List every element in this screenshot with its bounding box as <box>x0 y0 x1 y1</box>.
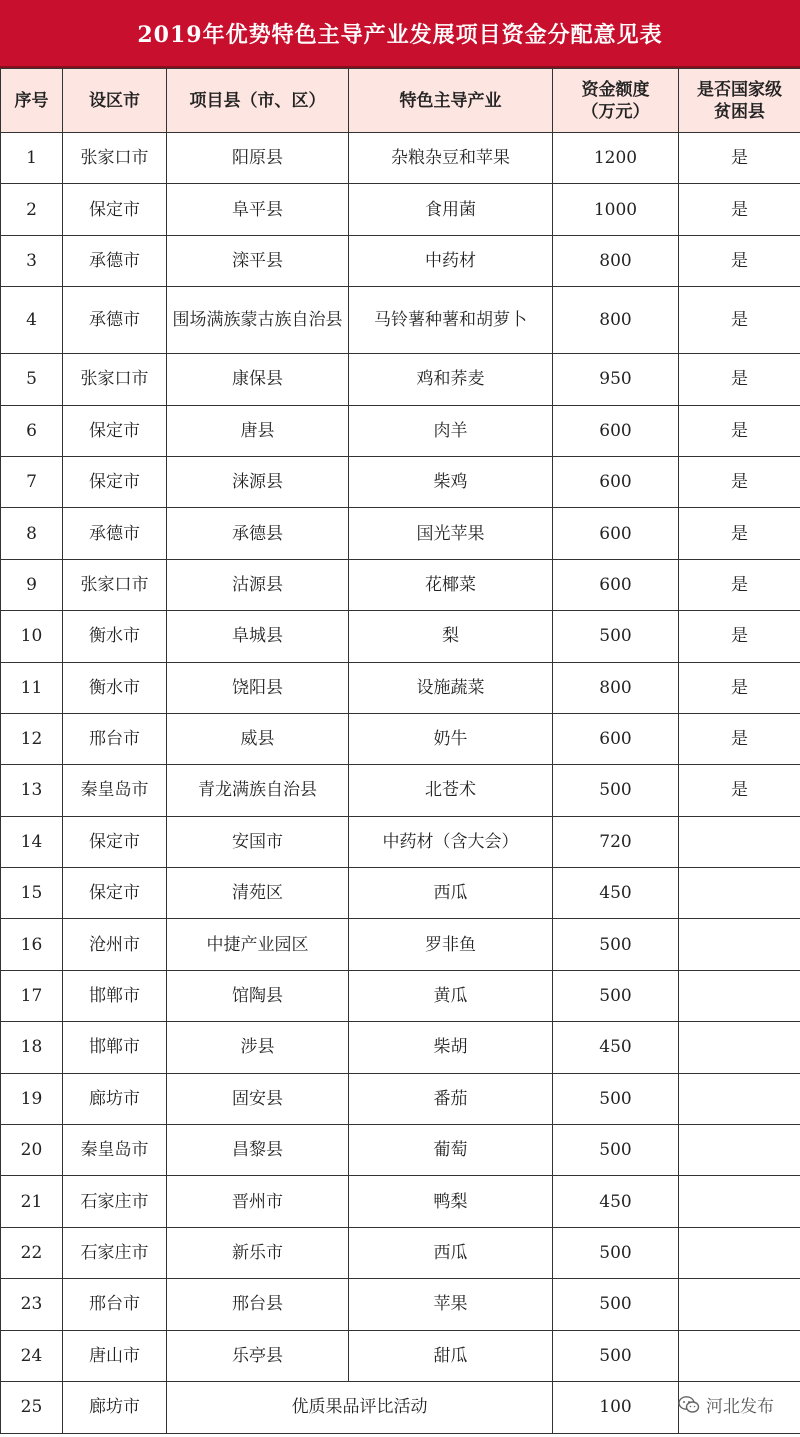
cell-county: 滦平县 <box>167 235 349 286</box>
cell-index: 20 <box>1 1125 63 1176</box>
cell-index: 23 <box>1 1279 63 1330</box>
cell-industry: 设施蔬菜 <box>349 662 553 713</box>
cell-funds: 1000 <box>553 184 679 235</box>
cell-poverty: 是 <box>679 354 800 405</box>
cell-city: 保定市 <box>63 405 167 456</box>
cell-poverty: 是 <box>679 287 800 354</box>
cell-county: 唐县 <box>167 405 349 456</box>
table-row <box>1 184 800 235</box>
cell-poverty: 是 <box>679 662 800 713</box>
cell-city: 张家口市 <box>63 559 167 610</box>
cell-county: 沽源县 <box>167 559 349 610</box>
header-poverty-line2: 贫困县 <box>714 101 765 122</box>
cell-poverty <box>679 1227 800 1278</box>
cell-county: 晋州市 <box>167 1176 349 1227</box>
cell-index: 16 <box>1 919 63 970</box>
table-row <box>1 765 800 816</box>
cell-funds: 600 <box>553 508 679 559</box>
table-row <box>1 1227 800 1278</box>
header-poverty-line1: 是否国家级 <box>697 79 782 100</box>
header-industry: 特色主导产业 <box>349 69 553 133</box>
cell-industry: 国光苹果 <box>349 508 553 559</box>
cell-index: 11 <box>1 662 63 713</box>
cell-funds: 720 <box>553 816 679 867</box>
cell-poverty: 是 <box>679 611 800 662</box>
cell-funds: 500 <box>553 1279 679 1330</box>
cell-city: 廊坊市 <box>63 1073 167 1124</box>
allocation-table <box>0 68 800 1434</box>
cell-city: 邯郸市 <box>63 970 167 1021</box>
cell-poverty <box>679 816 800 867</box>
cell-industry: 鸡和荞麦 <box>349 354 553 405</box>
header-index: 序号 <box>1 69 63 133</box>
cell-county: 固安县 <box>167 1073 349 1124</box>
cell-poverty <box>679 868 800 919</box>
cell-county: 阳原县 <box>167 133 349 184</box>
cell-funds: 500 <box>553 970 679 1021</box>
table-row <box>1 405 800 456</box>
cell-city: 保定市 <box>63 816 167 867</box>
header-county: 项目县（市、区） <box>167 69 349 133</box>
cell-poverty <box>679 919 800 970</box>
cell-poverty: 是 <box>679 559 800 610</box>
cell-poverty: 是 <box>679 235 800 286</box>
cell-funds: 800 <box>553 662 679 713</box>
cell-index: 13 <box>1 765 63 816</box>
cell-city: 承德市 <box>63 235 167 286</box>
header-poverty <box>679 69 800 133</box>
header-funds <box>553 69 679 133</box>
cell-index: 24 <box>1 1330 63 1381</box>
table-row <box>1 1022 800 1073</box>
cell-industry: 花椰菜 <box>349 559 553 610</box>
cell-county: 清苑区 <box>167 868 349 919</box>
table-header <box>1 69 800 133</box>
cell-county: 青龙满族自治县 <box>167 765 349 816</box>
cell-funds: 600 <box>553 456 679 507</box>
cell-county: 涞源县 <box>167 456 349 507</box>
header-funds-line2: （万元） <box>581 101 650 122</box>
cell-city: 张家口市 <box>63 133 167 184</box>
table-row <box>1 559 800 610</box>
cell-poverty <box>679 1073 800 1124</box>
cell-county: 邢台县 <box>167 1279 349 1330</box>
cell-city: 衡水市 <box>63 662 167 713</box>
cell-poverty <box>679 1125 800 1176</box>
table-body <box>1 133 800 1434</box>
cell-funds: 500 <box>553 1330 679 1381</box>
table-row <box>1 1330 800 1381</box>
cell-county: 昌黎县 <box>167 1125 349 1176</box>
cell-county: 安国市 <box>167 816 349 867</box>
cell-city: 廊坊市 <box>63 1381 167 1433</box>
cell-index: 12 <box>1 713 63 764</box>
cell-industry: 西瓜 <box>349 1227 553 1278</box>
cell-county: 饶阳县 <box>167 662 349 713</box>
cell-funds: 500 <box>553 919 679 970</box>
cell-index: 9 <box>1 559 63 610</box>
cell-poverty <box>679 1279 800 1330</box>
table-row <box>1 662 800 713</box>
cell-funds: 100 <box>553 1381 679 1433</box>
cell-city: 石家庄市 <box>63 1176 167 1227</box>
cell-city: 秦皇岛市 <box>63 1125 167 1176</box>
cell-industry: 西瓜 <box>349 868 553 919</box>
table-row <box>1 1073 800 1124</box>
cell-funds: 450 <box>553 1176 679 1227</box>
cell-index: 19 <box>1 1073 63 1124</box>
cell-city: 承德市 <box>63 287 167 354</box>
cell-funds: 950 <box>553 354 679 405</box>
cell-city: 保定市 <box>63 868 167 919</box>
cell-funds: 600 <box>553 713 679 764</box>
table-row <box>1 816 800 867</box>
wechat-icon <box>678 1395 700 1415</box>
cell-city: 石家庄市 <box>63 1227 167 1278</box>
cell-funds: 450 <box>553 868 679 919</box>
cell-industry: 梨 <box>349 611 553 662</box>
cell-industry: 苹果 <box>349 1279 553 1330</box>
cell-county: 新乐市 <box>167 1227 349 1278</box>
cell-index: 7 <box>1 456 63 507</box>
cell-poverty: 是 <box>679 405 800 456</box>
table-row <box>1 354 800 405</box>
cell-index: 1 <box>1 133 63 184</box>
table-row <box>1 133 800 184</box>
cell-activity: 优质果品评比活动 <box>167 1381 553 1433</box>
cell-industry: 柴鸡 <box>349 456 553 507</box>
header-funds-line1: 资金额度 <box>581 79 650 100</box>
cell-county: 阜城县 <box>167 611 349 662</box>
table-row <box>1 456 800 507</box>
cell-funds: 500 <box>553 765 679 816</box>
cell-poverty <box>679 1022 800 1073</box>
watermark <box>678 1392 774 1417</box>
cell-industry: 罗非鱼 <box>349 919 553 970</box>
cell-index: 4 <box>1 287 63 354</box>
cell-funds: 500 <box>553 611 679 662</box>
cell-index: 25 <box>1 1381 63 1433</box>
cell-city: 承德市 <box>63 508 167 559</box>
table-row <box>1 713 800 764</box>
cell-city: 保定市 <box>63 184 167 235</box>
cell-county: 承德县 <box>167 508 349 559</box>
cell-index: 6 <box>1 405 63 456</box>
cell-industry: 中药材（含大会） <box>349 816 553 867</box>
table-row <box>1 508 800 559</box>
table-row <box>1 1279 800 1330</box>
cell-poverty: 是 <box>679 184 800 235</box>
cell-funds: 600 <box>553 405 679 456</box>
cell-index: 17 <box>1 970 63 1021</box>
cell-funds: 500 <box>553 1227 679 1278</box>
cell-poverty: 是 <box>679 456 800 507</box>
cell-index: 3 <box>1 235 63 286</box>
cell-county: 康保县 <box>167 354 349 405</box>
cell-industry: 甜瓜 <box>349 1330 553 1381</box>
cell-county: 中捷产业园区 <box>167 919 349 970</box>
cell-county: 阜平县 <box>167 184 349 235</box>
cell-city: 沧州市 <box>63 919 167 970</box>
cell-city: 邢台市 <box>63 713 167 764</box>
table-row <box>1 1125 800 1176</box>
cell-index: 5 <box>1 354 63 405</box>
cell-index: 22 <box>1 1227 63 1278</box>
cell-county: 乐亭县 <box>167 1330 349 1381</box>
cell-industry: 黄瓜 <box>349 970 553 1021</box>
cell-index: 15 <box>1 868 63 919</box>
cell-city: 保定市 <box>63 456 167 507</box>
cell-industry: 葡萄 <box>349 1125 553 1176</box>
table-row <box>1 235 800 286</box>
cell-industry: 中药材 <box>349 235 553 286</box>
table-row <box>1 1176 800 1227</box>
table-row <box>1 919 800 970</box>
table-row <box>1 287 800 354</box>
cell-funds: 450 <box>553 1022 679 1073</box>
cell-county: 威县 <box>167 713 349 764</box>
cell-city: 张家口市 <box>63 354 167 405</box>
cell-poverty: 是 <box>679 765 800 816</box>
cell-index: 21 <box>1 1176 63 1227</box>
cell-county: 涉县 <box>167 1022 349 1073</box>
table-title: 2019年优势特色主导产业发展项目资金分配意见表 <box>0 0 800 68</box>
cell-county: 馆陶县 <box>167 970 349 1021</box>
cell-city: 邯郸市 <box>63 1022 167 1073</box>
cell-industry: 杂粮杂豆和苹果 <box>349 133 553 184</box>
cell-city: 衡水市 <box>63 611 167 662</box>
watermark-text: 河北发布 <box>706 1397 774 1417</box>
cell-industry: 北苍术 <box>349 765 553 816</box>
cell-industry: 马铃薯种薯和胡萝卜 <box>349 287 553 354</box>
cell-index: 10 <box>1 611 63 662</box>
cell-industry: 奶牛 <box>349 713 553 764</box>
cell-industry: 肉羊 <box>349 405 553 456</box>
cell-industry: 番茄 <box>349 1073 553 1124</box>
cell-poverty: 是 <box>679 133 800 184</box>
cell-industry: 柴胡 <box>349 1022 553 1073</box>
header-city: 设区市 <box>63 69 167 133</box>
cell-funds: 800 <box>553 235 679 286</box>
cell-industry: 食用菌 <box>349 184 553 235</box>
cell-poverty <box>679 1176 800 1227</box>
cell-index: 14 <box>1 816 63 867</box>
cell-funds: 500 <box>553 1073 679 1124</box>
table-row <box>1 868 800 919</box>
cell-poverty: 是 <box>679 508 800 559</box>
cell-index: 2 <box>1 184 63 235</box>
cell-city: 唐山市 <box>63 1330 167 1381</box>
cell-county: 围场满族蒙古族自治县 <box>167 287 349 354</box>
cell-funds: 600 <box>553 559 679 610</box>
header-row <box>1 69 800 133</box>
cell-poverty <box>679 970 800 1021</box>
cell-funds: 1200 <box>553 133 679 184</box>
cell-city: 秦皇岛市 <box>63 765 167 816</box>
cell-funds: 500 <box>553 1125 679 1176</box>
cell-poverty <box>679 1330 800 1381</box>
cell-city: 邢台市 <box>63 1279 167 1330</box>
cell-industry: 鸭梨 <box>349 1176 553 1227</box>
cell-index: 8 <box>1 508 63 559</box>
cell-funds: 800 <box>553 287 679 354</box>
cell-poverty: 是 <box>679 713 800 764</box>
table-row <box>1 970 800 1021</box>
cell-index: 18 <box>1 1022 63 1073</box>
table-row <box>1 611 800 662</box>
